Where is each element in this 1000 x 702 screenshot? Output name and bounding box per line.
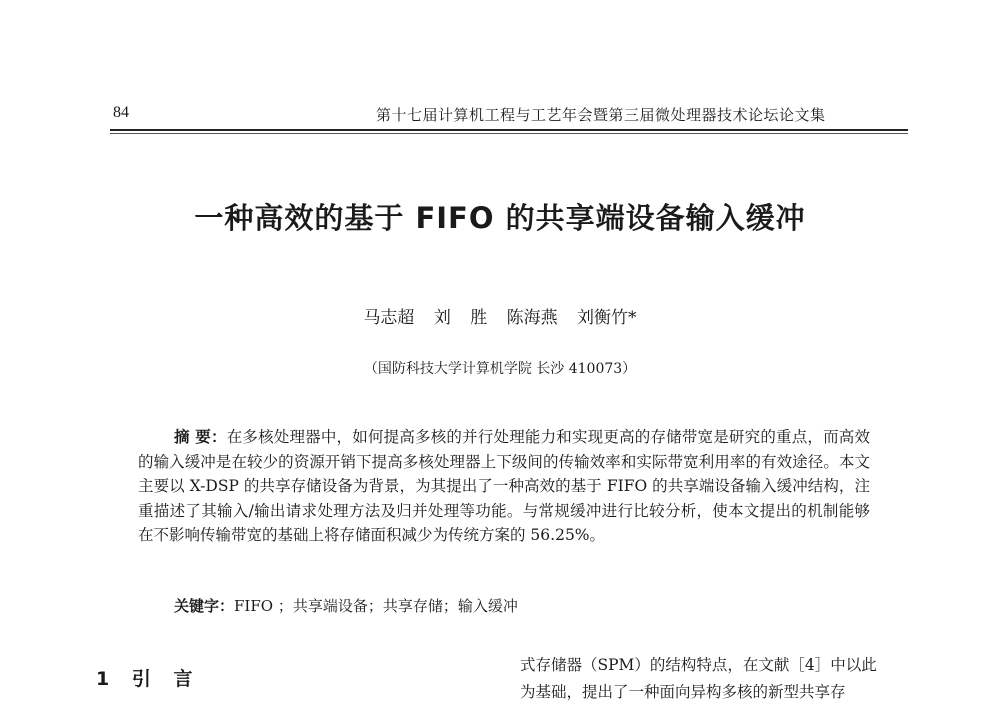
page-number: 84 [113,104,129,121]
abstract-text: 在多核处理器中，如何提高多核的并行处理能力和实现更高的存储带宽是研究的重点，而高效的输入缓冲是在较少的资源开销下提高多核处理器上下级间的传输效率和实际带宽利用率的有效途径。本文主要以 X-DSP 的共享存储设备为背景，为其提出了一种高效的基于 FIFO 的共享端设备输入缓冲结构，注重描述了其输入/输出请求处理方法及归并处理等功能。与常规缓冲进行比较分析，使本文提出的机制能够在不影响传输带宽的基础上将存储面积减少为传统方案的 56.25%。 [138,428,870,544]
keywords-label: 关键字： [174,597,235,615]
body-text-line: 式存储器（SPM）的结构特点，在文献［4］中以此 [520,656,877,674]
running-header: 第十七届计算机工程与工艺年会暨第三届微处理器技术论坛论文集 [376,106,826,124]
abstract [138,425,870,548]
section-heading: 1 引 言 [96,668,193,690]
header-rule [110,129,908,131]
header-rule-thin [110,133,908,134]
paper-title: 一种高效的基于 FIFO 的共享端设备输入缓冲 [194,201,806,235]
author-list: 马志超 刘 胜 陈海燕 刘衡竹* [363,308,637,328]
affiliation: （国防科技大学计算机学院 长沙 410073） [363,361,637,377]
keywords [174,595,518,616]
keywords-text: FIFO ；共享端设备；共享存储；输入缓冲 [234,597,518,615]
abstract-label: 摘 要： [174,428,227,446]
body-text-line: 为基础，提出了一种面向异构多核的新型共享存 [520,683,846,701]
